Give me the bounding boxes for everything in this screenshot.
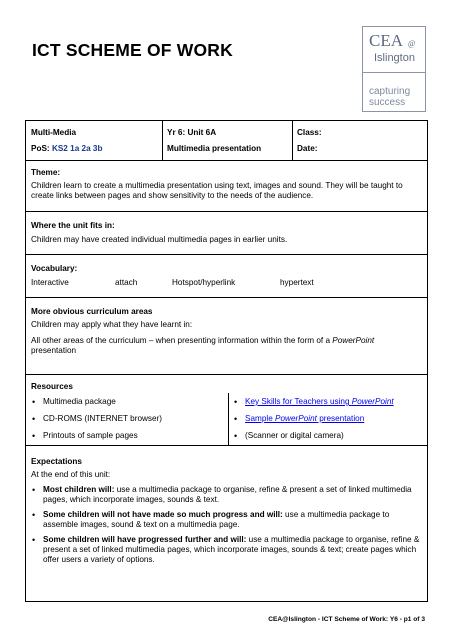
- expectation-item: • Some children will have progressed further and will: use a multimedia package to organise, refine & present a set of linked multimedia pages, which incorporate images, sounds & text; create pages which offer users a variety of options.: [31, 535, 421, 565]
- logo-cea-text: CEA: [369, 31, 403, 50]
- vocabulary-row: [26, 254, 427, 297]
- resource-item: • CD-ROMS (INTERNET browser): [31, 414, 221, 424]
- pos-line: PoS: KS2 1a 2a 3b: [31, 144, 103, 153]
- vocab-word: Interactive: [31, 278, 69, 287]
- theme-row: [26, 160, 427, 211]
- resource-item: • Multimedia package: [31, 397, 221, 407]
- cea-islington-logo: [362, 26, 426, 112]
- unit-fits-text: Children may have created individual multimedia pages in earlier units.: [31, 235, 288, 244]
- page-title: ICT SCHEME OF WORK: [32, 40, 233, 60]
- expectations-intro: At the end of this unit:: [31, 470, 111, 479]
- vocab-word: Hotspot/hyperlink: [172, 278, 236, 287]
- logo-tagline: capturing success: [369, 86, 411, 108]
- date-label: Date:: [297, 144, 318, 153]
- theme-heading: Theme:: [31, 168, 61, 177]
- unit-title: Multimedia presentation: [167, 144, 262, 153]
- class-date-cell: [292, 128, 422, 154]
- curriculum-line1: Children may apply what they have learnt in:: [31, 320, 193, 329]
- curriculum-heading: More obvious curriculum areas: [31, 307, 153, 316]
- resource-link-item: [233, 414, 423, 424]
- logo-islington-text: Islington: [374, 52, 415, 64]
- unit-cell: [162, 128, 292, 154]
- resources-heading: Resources: [31, 382, 73, 391]
- vocab-word: attach: [115, 278, 138, 287]
- resources-row: [26, 374, 427, 445]
- key-skills-link[interactable]: Key Skills for Teachers using PowerPoint: [245, 397, 394, 406]
- expectations-heading: Expectations: [31, 457, 82, 466]
- resource-link-item: [233, 397, 423, 407]
- vocabulary-heading: Vocabulary:: [31, 264, 78, 273]
- resources-left-list: [26, 397, 226, 441]
- logo-at-symbol: @: [408, 39, 416, 48]
- expectation-item: • Some children will not have made so much progress and will: use a multimedia package to assemble images, sound & text on a multimedia page.: [31, 510, 421, 530]
- unit-number: Yr 6: Unit 6A: [167, 128, 217, 137]
- subject-text: Multi-Media: [31, 128, 77, 137]
- class-label: Class:: [297, 128, 322, 137]
- page-footer: CEA@Islington - ICT Scheme of Work: Y6 - p1 of 3: [268, 616, 425, 623]
- unit-fits-row: [26, 211, 427, 254]
- sample-presentation-link[interactable]: Sample PowerPoint presentation: [245, 414, 365, 423]
- resources-right-list: [228, 397, 428, 441]
- curriculum-row: [26, 297, 427, 374]
- resource-item: • (Scanner or digital camera): [233, 431, 423, 441]
- expectation-item: • Most children will: use a multimedia package to organise, refine & present a set of linked multimedia pages, which incorporate images, sounds & text.: [31, 485, 421, 505]
- vocab-word: hypertext: [280, 278, 314, 287]
- curriculum-line2: All other areas of the curriculum – when presenting information within the form of a PowerPoint presentation: [31, 336, 375, 355]
- header-row: [26, 121, 427, 160]
- pos-value: KS2 1a 2a 3b: [51, 144, 103, 153]
- theme-text: Children learn to create a multimedia presentation using text, images and sound. They will be taught to create links between pages and show sensitivity to the needs of the audience.: [31, 181, 403, 200]
- subject-cell: [26, 128, 162, 154]
- scheme-table: [25, 120, 428, 602]
- resource-item: • Printouts of sample pages: [31, 431, 221, 441]
- expectations-row: [26, 445, 427, 603]
- unit-fits-heading: Where the unit fits in:: [31, 221, 115, 230]
